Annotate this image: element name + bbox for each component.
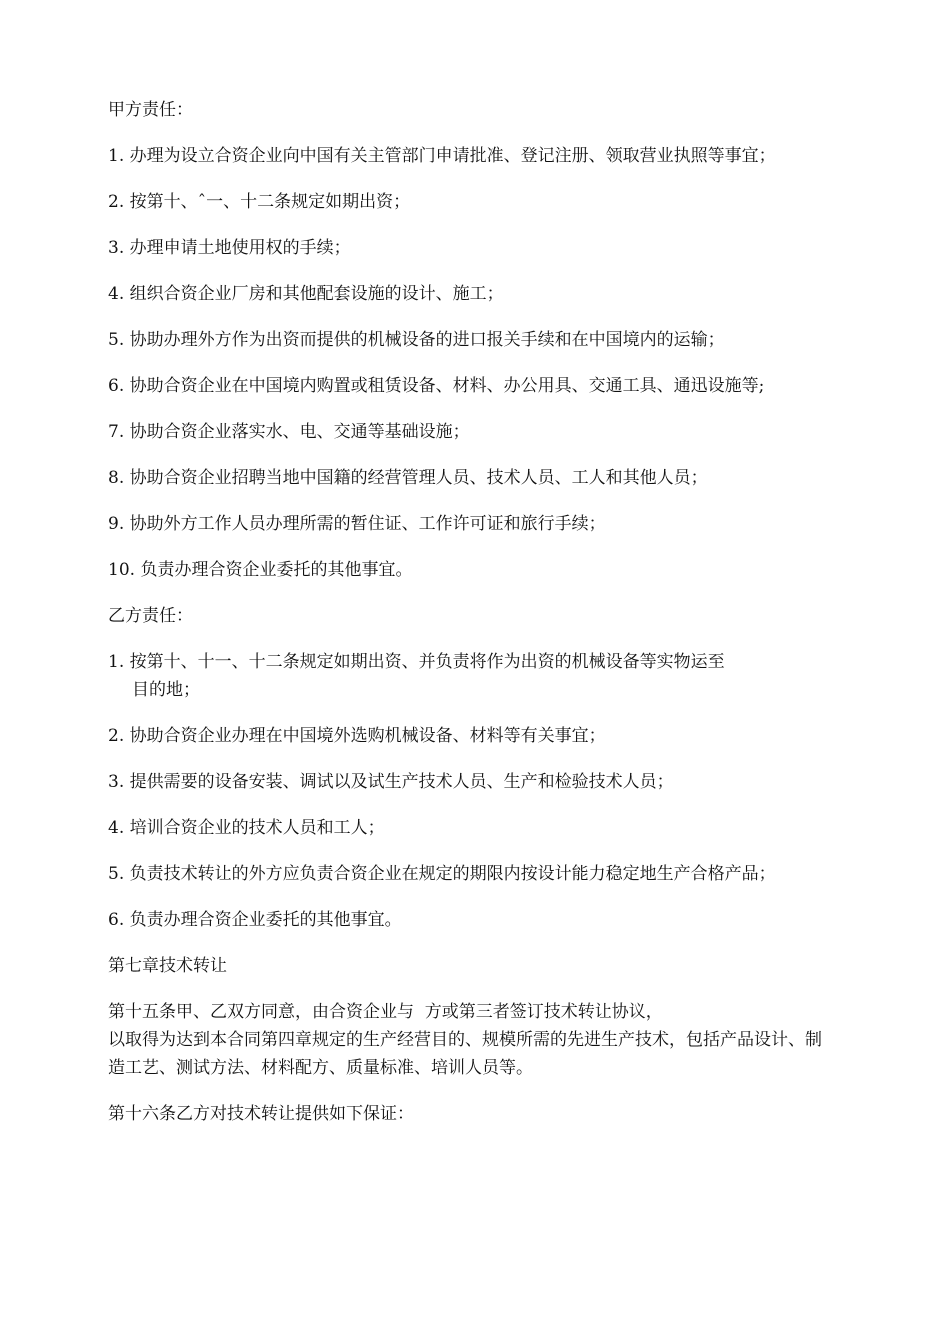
- party-b-item-1-line-1: 1. 按第十、十一、十二条规定如期出资、并负责将作为出资的机械设备等实物运至: [108, 652, 725, 672]
- party-a-item-4: 4. 组织合资企业厂房和其他配套设施的设计、施工；: [108, 284, 504, 304]
- party-b-item-2: 2. 协助合资企业办理在中国境外选购机械设备、材料等有关事宜；: [108, 726, 606, 746]
- party-a-item-1: 1. 办理为设立合资企业向中国有关主管部门申请批准、登记注册、领取营业执照等事宜；: [108, 146, 776, 166]
- party-a-item-7: 7. 协助合资企业落实水、电、交通等基础设施；: [108, 422, 470, 442]
- party-b-heading: 乙方责任：: [108, 606, 193, 626]
- article-15: [108, 998, 828, 1082]
- party-a-item-6: 6. 协助合资企业在中国境内购置或租赁设备、材料、办公用具、交通工具、通迅设施等;: [108, 376, 765, 396]
- party-b-item-1-line-2: 目的地；: [132, 680, 200, 700]
- party-b-item-3: 3. 提供需要的设备安装、调试以及试生产技术人员、生产和检验技术人员；: [108, 772, 674, 792]
- party-a-item-9: 9. 协助外方工作人员办理所需的暂住证、工作许可证和旅行手续；: [108, 514, 606, 534]
- party-b-item-4: 4. 培训合资企业的技术人员和工人；: [108, 818, 385, 838]
- article-15-line-2: 以取得为达到本合同第四章规定的生产经营目的、规模所需的先进生产技术，包括产品设计、制造工艺、测试方法、材料配方、质量标准、培训人员等。: [108, 1030, 822, 1078]
- party-a-item-3: 3. 办理申请土地使用权的手续；: [108, 238, 351, 258]
- article-16: 第十六条乙方对技术转让提供如下保证：: [108, 1104, 414, 1124]
- party-b-item-5: 5. 负责技术转让的外方应负责合资企业在规定的期限内按设计能力稳定地生产合格产品；: [108, 864, 776, 884]
- article-15-line-1: 第十五条甲、乙双方同意，由合资企业与 方或第三者签订技术转让协议，: [108, 1002, 663, 1022]
- party-b-item-6: 6. 负责办理合资企业委托的其他事宜。: [108, 910, 402, 930]
- document-body: [108, 96, 828, 1146]
- party-a-item-2: 2. 按第十、ˆ一、十二条规定如期出资；: [108, 192, 411, 212]
- party-a-heading: 甲方责任：: [108, 100, 193, 120]
- party-a-item-5: 5. 协助办理外方作为出资而提供的机械设备的进口报关手续和在中国境内的运输；: [108, 330, 725, 350]
- party-a-item-8: 8. 协助合资企业招聘当地中国籍的经营管理人员、技术人员、工人和其他人员；: [108, 468, 708, 488]
- chapter-7-heading: 第七章技术转让: [108, 956, 227, 976]
- party-a-item-10: 10. 负责办理合资企业委托的其他事宜。: [108, 560, 413, 580]
- party-b-item-1: [108, 648, 828, 704]
